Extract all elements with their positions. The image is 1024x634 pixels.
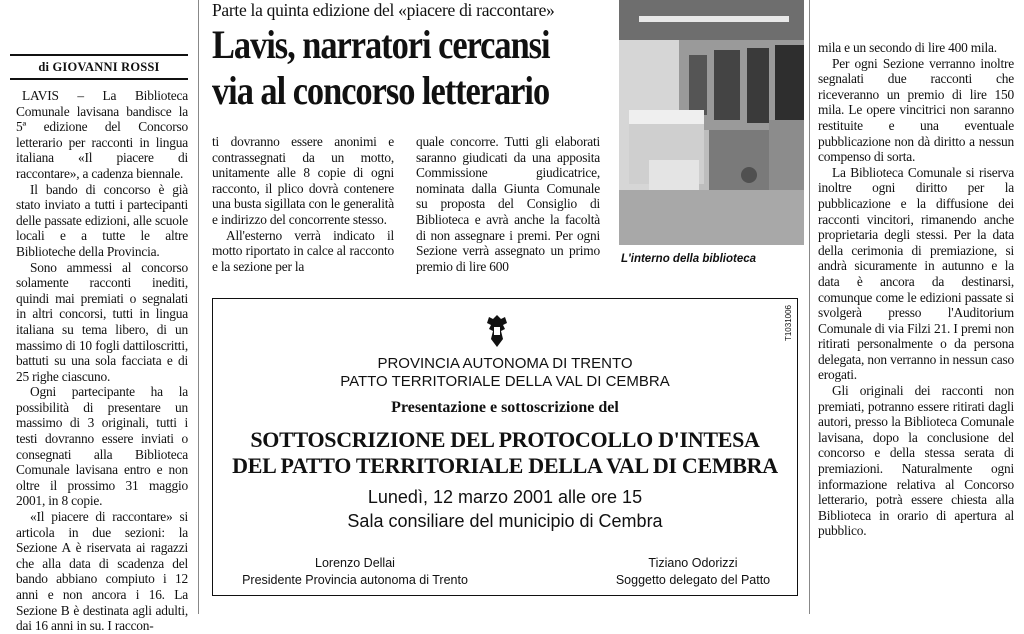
paragraph: Per ogni Sezione verranno inoltre segnalati due racconti che riceveranno un premio di lire 150 mila. Le opere vincitrici non saranno restituite e una eventuale pubblicazione non dà diritto a nessun compenso di sorta. <box>818 55 1014 165</box>
photo-caption: L'interno della biblioteca <box>621 253 757 265</box>
article-column-1 <box>16 88 188 634</box>
ad-org-line-1: PROVINCIA AUTONOMA DI TRENTO <box>377 355 633 372</box>
paragraph: quale concorre. Tutti gli elaborati saranno giudicati da una apposita Commissione giudicatrice, nominata dalla Giunta Comunale su proposta del Consiglio di Biblioteca e avrà anche la facoltà di non assegnare i premi. Per ogni Sezione verrà assegnato un primo premio di lire 600 <box>416 134 600 274</box>
advertisement-box <box>212 298 798 596</box>
paragraph: LAVIS – La Biblioteca Comunale lavisana bandisce la 5ª edizione del Concorso letterario per racconti in lingua italiana «Il piacere di raccontare», a cadenza biennale. <box>16 88 188 181</box>
signatory-left-role: Presidente Provincia autonoma di Trento <box>242 573 468 587</box>
article-column-3 <box>416 134 600 274</box>
signatory-right-name: Tiziano Odorizzi <box>648 556 738 570</box>
paragraph: mila e un secondo di lire 400 mila. <box>818 40 997 55</box>
ad-venue: Sala consiliare del municipio di Cembra <box>347 511 663 531</box>
article-headline <box>212 22 550 114</box>
signatory-right <box>593 555 793 589</box>
ad-org-line-2: PATTO TERRITORIALE DELLA VAL DI CEMBRA <box>340 373 670 390</box>
library-photo <box>619 0 804 245</box>
ad-intro: Presentazione e sottoscrizione del <box>391 399 619 416</box>
article-kicker: Parte la quinta edizione del «piacere di raccontare» <box>212 0 555 20</box>
byline: di GIOVANNI ROSSI <box>38 60 160 74</box>
ad-title-line-2: DEL PATTO TERRITORIALE DELLA VAL DI CEMBRA <box>232 453 778 478</box>
paragraph: Ogni partecipante ha la possibilità di presentare un massimo di 3 originali, tutti i testi dovranno essere inviati o consegnati alla Biblioteca Comunale lavisana entro e non oltre il prossimo 31 maggio 2001, in 8 copie. <box>16 384 188 509</box>
ad-date-time: Lunedì, 12 marzo 2001 alle ore 15 <box>367 487 643 507</box>
paragraph: «Il piacere di raccontare» si articola in due sezioni: la Sezione A è riservata ai ragazzi che alla data di scadenza del bando abbiano compiuto i 12 anni e non ancora i 16. La Sezione B è destinata agli adulti, dai 16 anni in su. I raccon- <box>16 509 188 634</box>
ad-code: T1031006 <box>784 305 793 342</box>
paragraph: Gli originali dei racconti non premiati, potranno essere ritirati dagli autori, presso la Biblioteca Comunale lavisana, dopo la conclusione del concorso e della stessa serata di premiazioni. Naturalmente ogni informazione relativa al Concorso letterario, potrà essere chiesta alla Biblioteca in orario di apertura al pubblico. <box>818 383 1014 539</box>
article-column-2 <box>212 134 394 274</box>
signatory-left-name: Lorenzo Dellai <box>315 556 395 570</box>
signatory-right-role: Soggetto delegato del Patto <box>615 573 771 587</box>
paragraph: All'esterno verrà indicato il motto riportato in calce al racconto e la sezione per la <box>212 227 394 274</box>
paragraph: La Biblioteca Comunale si riserva inoltre ogni diritto per la pubblicazione e la diffusione dei racconti vincitori, rimanendo anche proprietaria degli stessi. Per la data della cerimonia di premiazione, si andrà sicuramente in autunno e la data è ancora da destinarsi, comunque come le edizioni passate si svolgerà presso l'Auditorium Comunale di via Filzi 21. I premi non ritirati personalmente o da persona delegata, non verranno in nessun caso erogati. <box>818 164 1014 383</box>
signatory-left <box>225 555 485 589</box>
library-interior-image <box>619 0 804 245</box>
byline-bottom-rule <box>10 78 188 80</box>
headline-line-1: Lavis, narratori cercansi <box>212 22 550 67</box>
paragraph: Il bando di concorso è già stato inviato a tutti i partecipanti delle passate edizioni, alle scuole locali e a tutte le altre Biblioteche della Provincia. <box>16 181 188 259</box>
trento-eagle-emblem-icon <box>483 313 511 349</box>
column-divider <box>809 0 810 614</box>
column-divider <box>198 0 199 614</box>
article-column-4 <box>818 40 1014 539</box>
paragraph: Sono ammessi al concorso solamente racconti inediti, quindi mai premiati o segnalati in altri concorsi, tutti in lingua italiana su tema libero, di un massimo di 10 fogli dattiloscritti, battuti su una sola facciata e di 25 righe ciascuno. <box>16 259 188 384</box>
paragraph: ti dovranno essere anonimi e contrassegnati da un motto, unitamente alle 8 copie di ogni racconto, il plico dovrà contenere una busta sigillata con le generalità e indirizzo del concorrente stesso. <box>212 134 394 227</box>
byline-top-rule <box>10 54 188 56</box>
ad-title-line-1: SOTTOSCRIZIONE DEL PROTOCOLLO D'INTESA <box>250 427 760 452</box>
headline-line-2: via al concorso letterario <box>212 68 550 113</box>
